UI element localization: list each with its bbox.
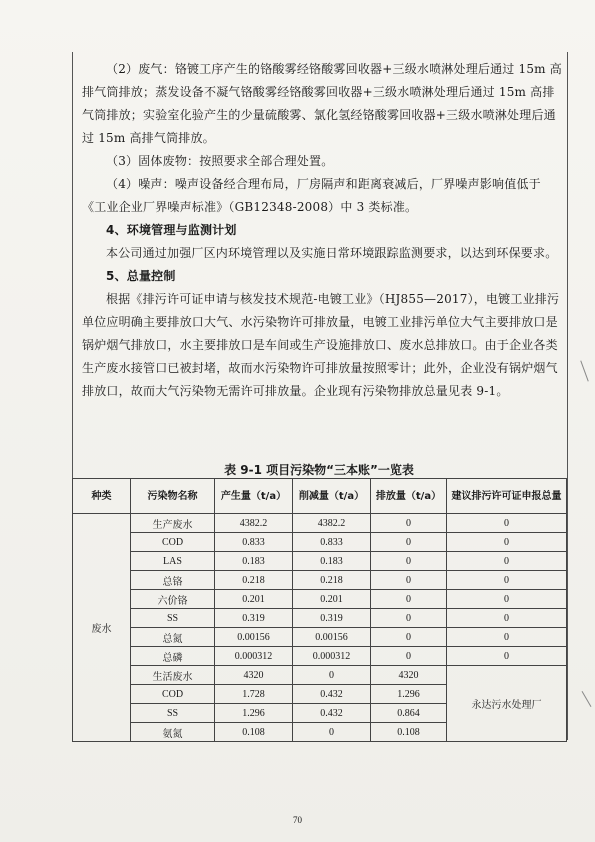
table-row <box>73 533 567 552</box>
cell-emitted: 0 <box>371 514 447 533</box>
header-pollutant: 污染物名称 <box>131 479 215 514</box>
cell-reduced: 0 <box>293 723 371 742</box>
table-row <box>73 514 567 533</box>
cell-name: 总磷 <box>131 647 215 666</box>
cell-produced: 1.728 <box>215 685 293 704</box>
category-cell: 废水 <box>73 514 131 742</box>
cell-reduced: 0.201 <box>293 590 371 609</box>
cell-emitted: 0.108 <box>371 723 447 742</box>
paragraph-waste-gas: （2）废气：铬镀工序产生的铬酸雾经铬酸雾回收器+三级水喷淋处理后通过 15m 高排气筒排放；蒸发设备不凝气铬酸雾经铬酸雾回收器+三级水喷淋处理后通过 15m 高排气筒排放；实验室化验产生的少量硫酸雾、氯化氢经铬酸雾回收器+三级水喷淋处理后通过 15m 高排气筒排放。 <box>82 62 562 145</box>
cell-name: 氨氮 <box>131 723 215 742</box>
header-produced: 产生量（t/a） <box>215 479 293 514</box>
margin-scratch-mark <box>580 360 588 381</box>
cell-suggested: 0 <box>447 514 567 533</box>
cell-name: COD <box>131 533 215 552</box>
table-row <box>73 571 567 590</box>
table-row <box>73 552 567 571</box>
cell-emitted: 0 <box>371 552 447 571</box>
cell-name: SS <box>131 609 215 628</box>
pollutant-table <box>72 478 567 742</box>
cell-reduced: 4382.2 <box>293 514 371 533</box>
table-row <box>73 628 567 647</box>
cell-name: 生产废水 <box>131 514 215 533</box>
header-reduced: 削减量（t/a） <box>293 479 371 514</box>
cell-emitted: 0 <box>371 571 447 590</box>
table-row <box>73 647 567 666</box>
cell-produced: 0.000312 <box>215 647 293 666</box>
cell-produced: 4320 <box>215 666 293 685</box>
table-row <box>73 666 567 685</box>
paragraph-total-control: 根据《排污许可证申请与核发技术规范-电镀工业》（HJ855—2017），电镀工业排污单位应明确主要排放口大气、水污染物许可排放量，电镀工业排污单位大气主要排放口是锅炉烟气排放口，水主要排放口是车间或生产设施排放口、废水总排放口。由于企业各类生产废水接管口已被封堵，故而水污染物许可排放量按照零计；此外，企业没有锅炉烟气排放口，故而大气污染物无需许可排放量。企业现有污染物排放总量见表 9-1。 <box>82 292 560 398</box>
cell-name: LAS <box>131 552 215 571</box>
table-caption: 表 9-1 项目污染物“三本账”一览表 <box>224 463 414 477</box>
paragraph-solid-waste: （3）固体废物：按照要求全部合理处置。 <box>106 154 334 168</box>
cell-name: 总氮 <box>131 628 215 647</box>
cell-reduced: 0.432 <box>293 704 371 723</box>
header-kind: 种类 <box>73 479 131 514</box>
header-suggested-total: 建议排污许可证申报总量 <box>447 479 567 514</box>
paragraph-management: 本公司通过加强厂区内环境管理以及实施日常环境跟踪监测要求，以达到环保要求。 <box>106 246 558 260</box>
cell-name: SS <box>131 704 215 723</box>
cell-produced: 0.218 <box>215 571 293 590</box>
cell-suggested: 0 <box>447 609 567 628</box>
cell-reduced: 0.00156 <box>293 628 371 647</box>
table-header-row <box>73 479 567 514</box>
cell-emitted: 0.864 <box>371 704 447 723</box>
cell-reduced: 0.833 <box>293 533 371 552</box>
cell-produced: 0.183 <box>215 552 293 571</box>
cell-emitted: 0 <box>371 590 447 609</box>
cell-reduced: 0 <box>293 666 371 685</box>
cell-suggested: 0 <box>447 571 567 590</box>
cell-produced: 0.00156 <box>215 628 293 647</box>
cell-produced: 4382.2 <box>215 514 293 533</box>
paragraph-noise: （4）噪声：噪声设备经合理布局，厂房隔声和距离衰减后，厂界噪声影响值低于《工业企业厂界噪声标准》（GB12348-2008）中 3 类标准。 <box>82 177 541 214</box>
header-emitted: 排放量（t/a） <box>371 479 447 514</box>
table-row <box>73 609 567 628</box>
table-row <box>73 590 567 609</box>
cell-produced: 0.833 <box>215 533 293 552</box>
cell-emitted: 0 <box>371 628 447 647</box>
margin-scratch-mark <box>582 691 592 707</box>
cell-produced: 1.296 <box>215 704 293 723</box>
cell-suggested: 0 <box>447 533 567 552</box>
heading-total-control: 5、总量控制 <box>106 269 176 283</box>
cell-name: 六价铬 <box>131 590 215 609</box>
cell-name: 生活废水 <box>131 666 215 685</box>
cell-suggested: 0 <box>447 590 567 609</box>
cell-emitted: 1.296 <box>371 685 447 704</box>
cell-name: COD <box>131 685 215 704</box>
body-text <box>82 58 562 403</box>
cell-suggested: 0 <box>447 628 567 647</box>
cell-reduced: 0.183 <box>293 552 371 571</box>
cell-emitted: 0 <box>371 609 447 628</box>
cell-produced: 0.319 <box>215 609 293 628</box>
cell-emitted: 0 <box>371 533 447 552</box>
page-number: 70 <box>293 815 302 825</box>
heading-environmental-management: 4、环境管理与监测计划 <box>106 223 237 237</box>
cell-suggested: 0 <box>447 647 567 666</box>
cell-reduced: 0.319 <box>293 609 371 628</box>
cell-produced: 0.201 <box>215 590 293 609</box>
cell-produced: 0.108 <box>215 723 293 742</box>
cell-suggested: 0 <box>447 552 567 571</box>
cell-emitted: 0 <box>371 647 447 666</box>
cell-reduced: 0.000312 <box>293 647 371 666</box>
cell-reduced: 0.218 <box>293 571 371 590</box>
cell-emitted: 4320 <box>371 666 447 685</box>
domestic-note-cell: 永达污水处理厂 <box>447 666 567 742</box>
cell-name: 总铬 <box>131 571 215 590</box>
cell-reduced: 0.432 <box>293 685 371 704</box>
